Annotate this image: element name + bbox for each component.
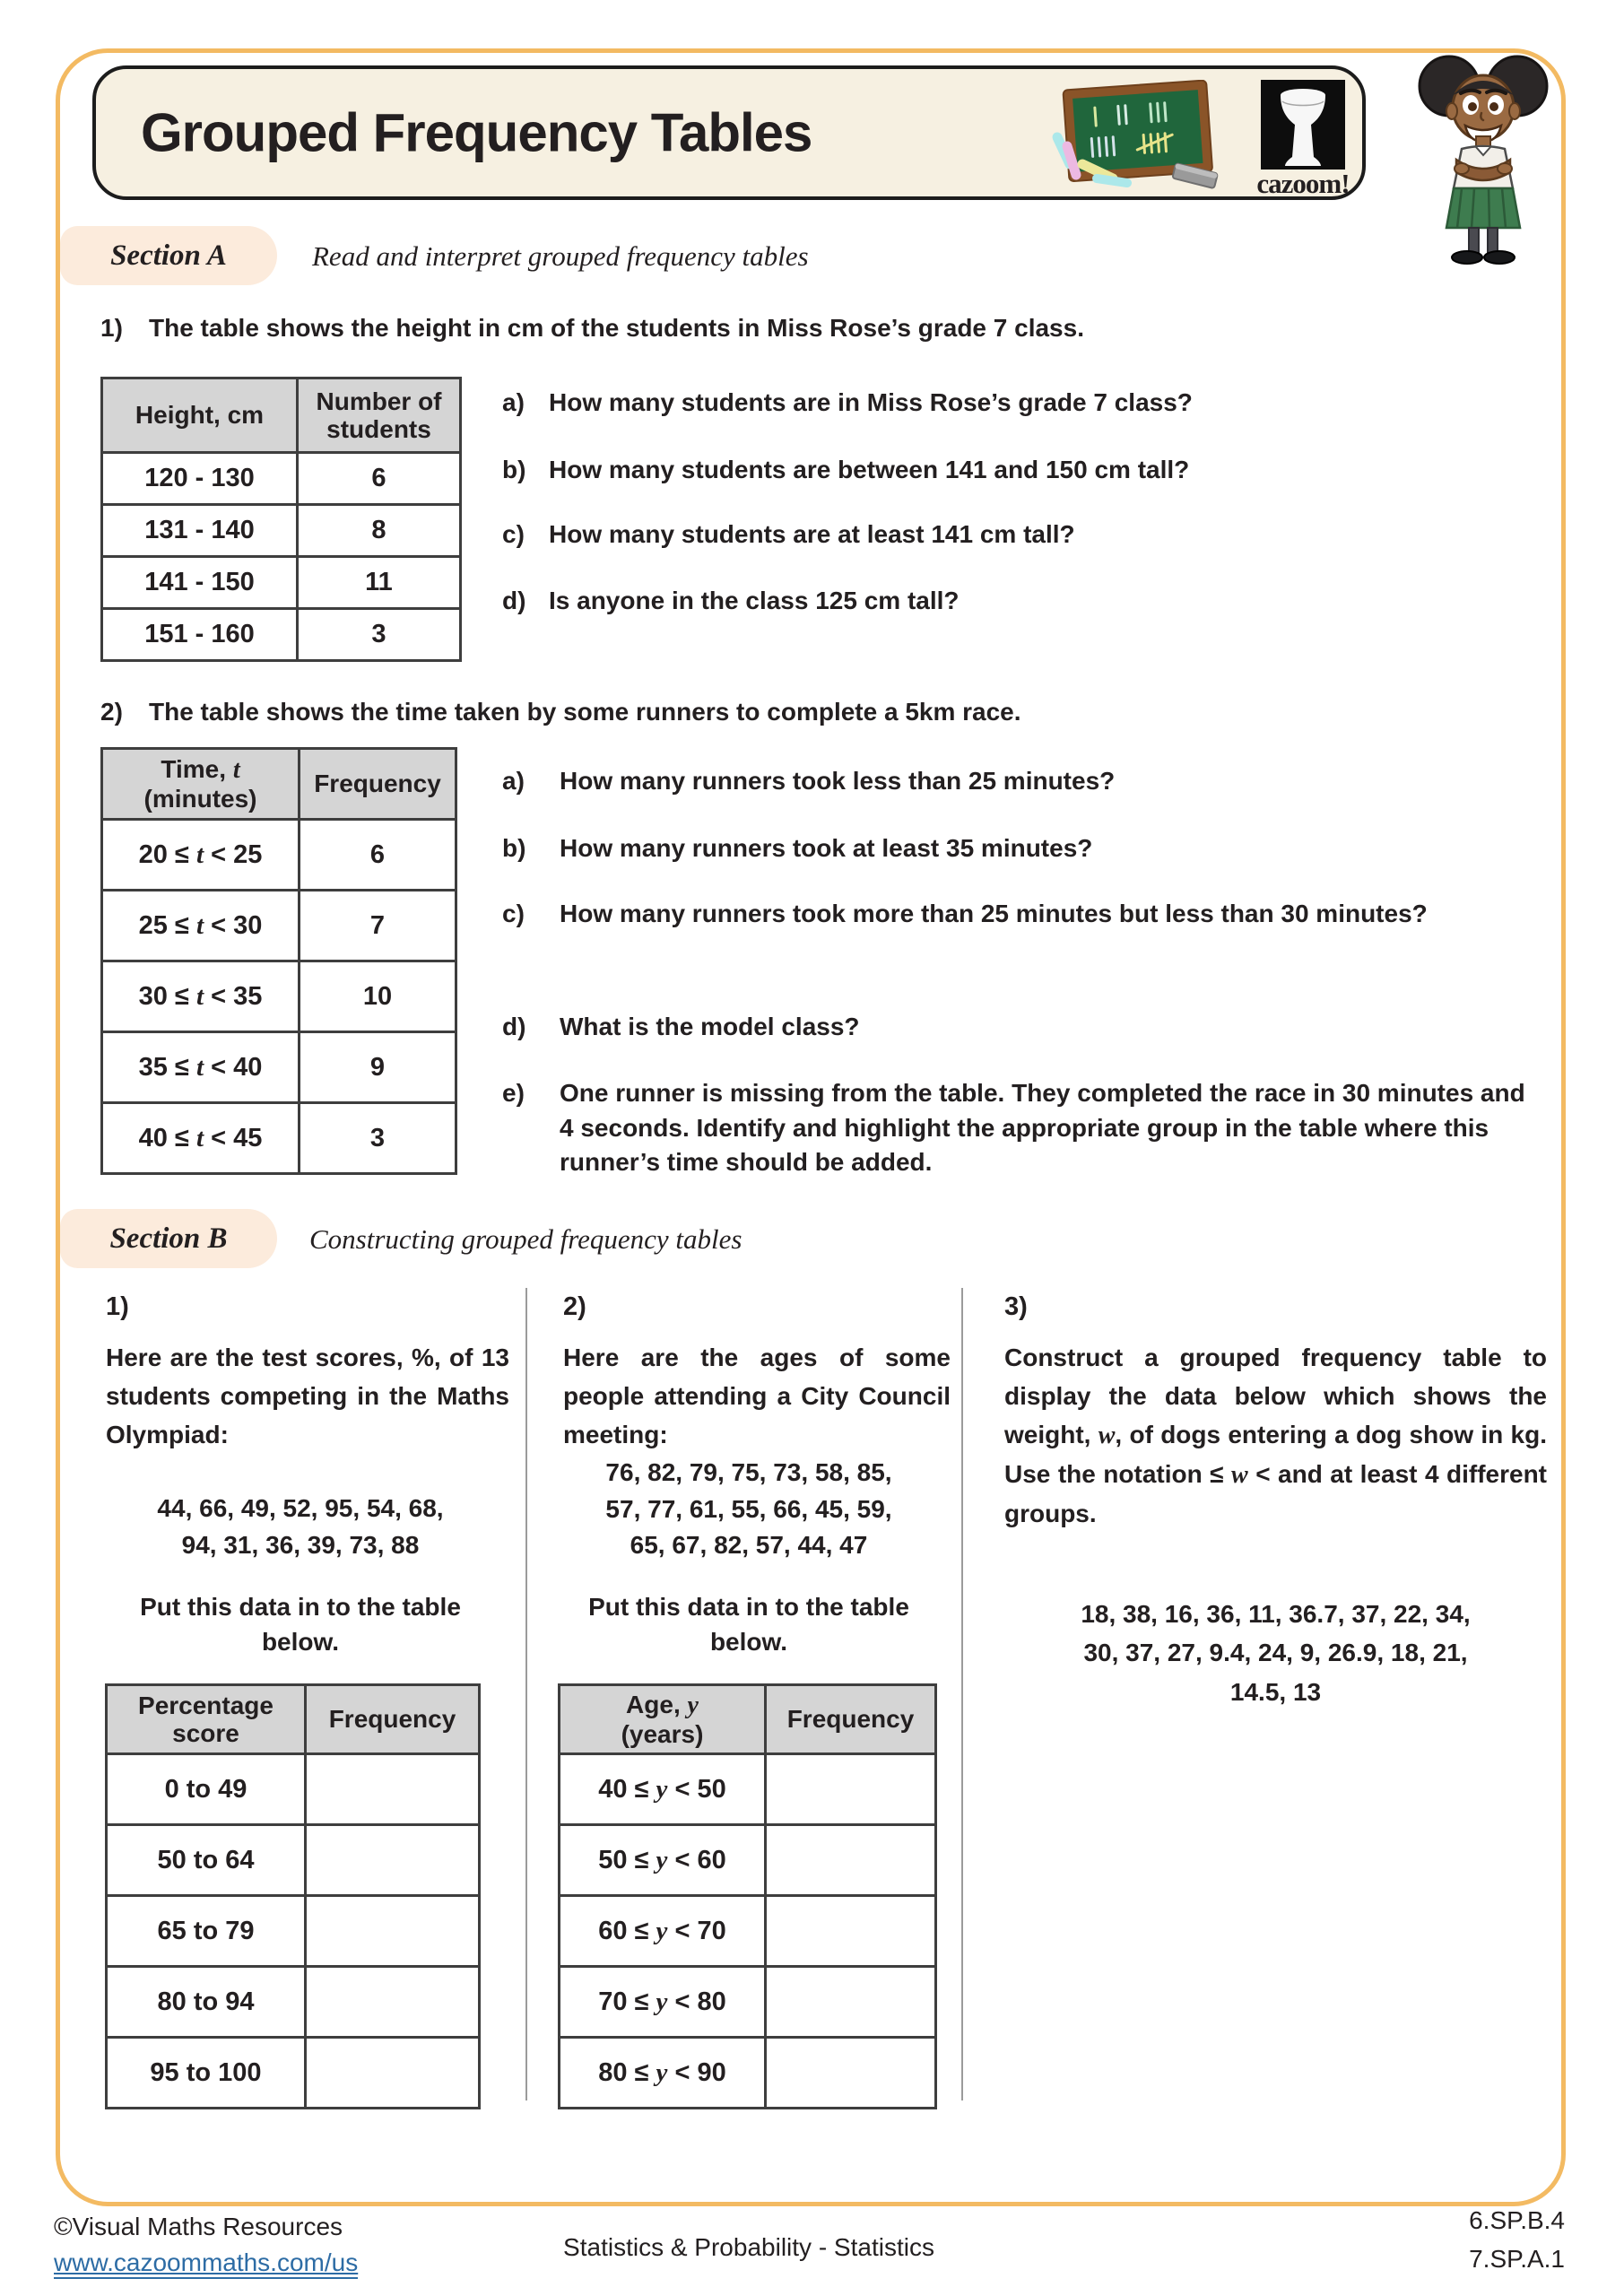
frequency-cell: 9 xyxy=(300,1032,456,1103)
b1-number: 1) xyxy=(106,1292,129,1321)
part-text: How many students are in Miss Rose’s grade 7 class? xyxy=(549,388,1193,416)
age-frequency-table xyxy=(558,1683,937,2109)
table-row xyxy=(560,1967,936,2038)
count-cell: 6 xyxy=(298,453,461,505)
data-line: 57, 77, 61, 55, 66, 45, 59, xyxy=(605,1494,892,1523)
table-row xyxy=(560,1825,936,1896)
part-text: How many students are between 141 and 150 cm tall? xyxy=(549,456,1190,483)
section-a-badge-label: Section A xyxy=(110,239,227,272)
question-2-text: The table shows the time taken by some runners to complete a 5km race. xyxy=(149,698,1021,726)
answer-cell xyxy=(766,1754,936,1825)
time-interval-cell: 40 ≤ t < 45 xyxy=(102,1103,300,1174)
footer-standard-code-2: 7.SP.A.1 xyxy=(1469,2245,1565,2273)
part-text: How many runners took more than 25 minutes but less than 30 minutes? xyxy=(560,900,1428,927)
part-text: How many runners took at least 35 minutes? xyxy=(560,834,1093,862)
score-range-cell: 95 to 100 xyxy=(107,2038,306,2109)
time-interval-cell: 20 ≤ t < 25 xyxy=(102,820,300,891)
age-column-header: Age, y (years) xyxy=(560,1685,766,1754)
b3-number: 3) xyxy=(1004,1292,1028,1321)
part-label: e) xyxy=(502,1079,525,1107)
question-1-text: The table shows the height in cm of the students in Miss Rose’s grade 7 class. xyxy=(149,314,1084,342)
age-interval-cell: 80 ≤ y < 90 xyxy=(560,2038,766,2109)
table-row xyxy=(102,1103,456,1174)
column-divider xyxy=(525,1288,527,2100)
percentage-score-table xyxy=(105,1683,481,2109)
time-interval-cell: 30 ≤ t < 35 xyxy=(102,961,300,1032)
table-row xyxy=(102,961,456,1032)
frequency-column-header: Frequency xyxy=(766,1685,936,1754)
question-part-1d xyxy=(502,584,960,619)
question-part-1b xyxy=(502,453,1189,488)
question-part-2b xyxy=(502,831,1510,866)
part-label: c) xyxy=(502,900,525,927)
table-row xyxy=(102,609,461,661)
part-label: b) xyxy=(502,834,526,862)
time-interval-cell: 35 ≤ t < 40 xyxy=(102,1032,300,1103)
height-range-cell: 141 - 150 xyxy=(102,557,298,609)
score-range-cell: 80 to 94 xyxy=(107,1967,306,2038)
age-interval-cell: 50 ≤ y < 60 xyxy=(560,1825,766,1896)
question-part-2c xyxy=(502,897,1465,932)
table-row xyxy=(107,2038,480,2109)
part-label: d) xyxy=(502,587,526,614)
table-row xyxy=(560,2038,936,2109)
b2-instruction: Put this data in to the table below. xyxy=(588,1593,909,1657)
part-text: How many runners took less than 25 minutes? xyxy=(560,767,1116,795)
b1-instruction: Put this data in to the table below. xyxy=(140,1593,461,1657)
table-row xyxy=(107,1825,480,1896)
frequency-cell: 6 xyxy=(300,820,456,891)
b1-intro: Here are the test scores, %, of 13 students competing in the Maths Olympiad: xyxy=(106,1344,509,1449)
b2-data xyxy=(547,1455,951,1564)
section-b-heading: Constructing grouped frequency tables xyxy=(309,1223,743,1255)
age-interval-cell: 40 ≤ y < 50 xyxy=(560,1754,766,1825)
section-b-badge-label: Section B xyxy=(109,1222,228,1255)
height-frequency-table xyxy=(100,377,462,662)
answer-cell xyxy=(766,2038,936,2109)
data-line: 14.5, 13 xyxy=(1229,1677,1322,1706)
table-row xyxy=(102,557,461,609)
b1-data xyxy=(90,1491,511,1563)
b3-intro: Construct a grouped frequency table to display the data below which shows the weight, w, of dogs entering a dog show in kg. Use the notation ≤ w < and at least 4 different groups. xyxy=(1004,1344,1547,1528)
question-part-2e xyxy=(502,1076,1528,1180)
question-part-1a xyxy=(502,386,1193,421)
section-b-badge xyxy=(60,1209,277,1268)
count-cell: 3 xyxy=(298,609,461,661)
answer-cell xyxy=(306,1896,480,1967)
section-a-heading: Read and interpret grouped frequency tables xyxy=(312,240,809,272)
frequency-column-header: Frequency xyxy=(300,749,456,820)
table-row xyxy=(560,1754,936,1825)
student-mascot-illustration xyxy=(1410,50,1557,267)
footer-standard-code-1: 6.SP.B.4 xyxy=(1469,2206,1565,2234)
frequency-column-header: Frequency xyxy=(306,1685,480,1754)
column-divider xyxy=(961,1288,963,2100)
chalkboard-tally-icon xyxy=(1038,80,1230,195)
part-text: What is the model class? xyxy=(560,1013,860,1040)
count-cell: 11 xyxy=(298,557,461,609)
section-a-badge xyxy=(60,226,277,285)
score-range-cell: 65 to 79 xyxy=(107,1896,306,1967)
height-range-cell: 151 - 160 xyxy=(102,609,298,661)
table-row xyxy=(107,1967,480,2038)
part-text: Is anyone in the class 125 cm tall? xyxy=(549,587,960,614)
question-part-1c xyxy=(502,517,1075,552)
table-header-row xyxy=(102,749,456,820)
table-header-row xyxy=(102,378,461,453)
data-line: 18, 38, 16, 36, 11, 36.7, 37, 22, 34, xyxy=(1081,1600,1471,1628)
answer-cell xyxy=(766,1896,936,1967)
height-column-header: Height, cm xyxy=(102,378,298,453)
table-row xyxy=(107,1754,480,1825)
data-line: 76, 82, 79, 75, 73, 58, 85, xyxy=(605,1458,892,1486)
data-line: 44, 66, 49, 52, 95, 54, 68, xyxy=(157,1494,444,1522)
part-text: How many students are at least 141 cm tall? xyxy=(549,520,1075,548)
height-range-cell: 131 - 140 xyxy=(102,505,298,557)
b2-number: 2) xyxy=(563,1292,586,1321)
age-interval-cell: 60 ≤ y < 70 xyxy=(560,1896,766,1967)
answer-cell xyxy=(306,1754,480,1825)
data-line: 65, 67, 82, 57, 44, 47 xyxy=(630,1531,868,1560)
percentage-column-header: Percentage score xyxy=(107,1685,306,1754)
answer-cell xyxy=(766,1825,936,1896)
question-2 xyxy=(100,698,1021,726)
data-line: 30, 37, 27, 9.4, 24, 9, 26.9, 18, 21, xyxy=(1083,1639,1468,1667)
count-cell: 8 xyxy=(298,505,461,557)
cazoom-logo xyxy=(1251,80,1355,200)
table-row xyxy=(560,1896,936,1967)
table-row xyxy=(102,453,461,505)
table-row xyxy=(102,820,456,891)
part-label: a) xyxy=(502,388,525,416)
question-part-2d xyxy=(502,1010,1510,1045)
part-text: One runner is missing from the table. They completed the race in 30 minutes and 4 seconds. Identify and highlight the appropriate group in the table where this runner’s time should be added. xyxy=(560,1079,1525,1177)
part-label: c) xyxy=(502,520,525,548)
height-range-cell: 120 - 130 xyxy=(102,453,298,505)
students-column-header: Number of students xyxy=(298,378,461,453)
score-range-cell: 0 to 49 xyxy=(107,1754,306,1825)
score-range-cell: 50 to 64 xyxy=(107,1825,306,1896)
question-2-number: 2) xyxy=(100,698,123,726)
b2-intro: Here are the ages of some people attending a City Council meeting: xyxy=(563,1344,951,1449)
question-1 xyxy=(100,314,1084,343)
table-row xyxy=(102,1032,456,1103)
table-row xyxy=(102,505,461,557)
frequency-cell: 3 xyxy=(300,1103,456,1174)
answer-cell xyxy=(766,1967,936,2038)
frequency-cell: 10 xyxy=(300,961,456,1032)
b3-data xyxy=(1004,1595,1547,1711)
page-title: Grouped Frequency Tables xyxy=(141,102,812,163)
time-column-header: Time, t (minutes) xyxy=(102,749,300,820)
title-bar xyxy=(92,65,1366,200)
cazoom-logo-text: cazoom! xyxy=(1256,168,1350,199)
data-line: 94, 31, 36, 39, 73, 88 xyxy=(181,1530,420,1559)
table-row xyxy=(102,891,456,961)
cazoom-drum-icon xyxy=(1261,80,1345,170)
footer-url-link[interactable]: www.cazoommaths.com/us xyxy=(54,2248,358,2279)
part-label: a) xyxy=(502,767,525,795)
footer-copyright: ©Visual Maths Resources xyxy=(54,2213,343,2240)
table-row xyxy=(107,1896,480,1967)
table-header-row xyxy=(107,1685,480,1754)
part-label: d) xyxy=(502,1013,526,1040)
question-1-number: 1) xyxy=(100,314,123,342)
frequency-cell: 7 xyxy=(300,891,456,961)
table-header-row xyxy=(560,1685,936,1754)
answer-cell xyxy=(306,2038,480,2109)
part-label: b) xyxy=(502,456,526,483)
time-interval-cell: 25 ≤ t < 30 xyxy=(102,891,300,961)
answer-cell xyxy=(306,1825,480,1896)
answer-cell xyxy=(306,1967,480,2038)
age-interval-cell: 70 ≤ y < 80 xyxy=(560,1967,766,2038)
footer-topic: Statistics & Probability - Statistics xyxy=(563,2233,934,2261)
time-frequency-table xyxy=(100,747,457,1175)
question-part-2a xyxy=(502,764,1510,799)
